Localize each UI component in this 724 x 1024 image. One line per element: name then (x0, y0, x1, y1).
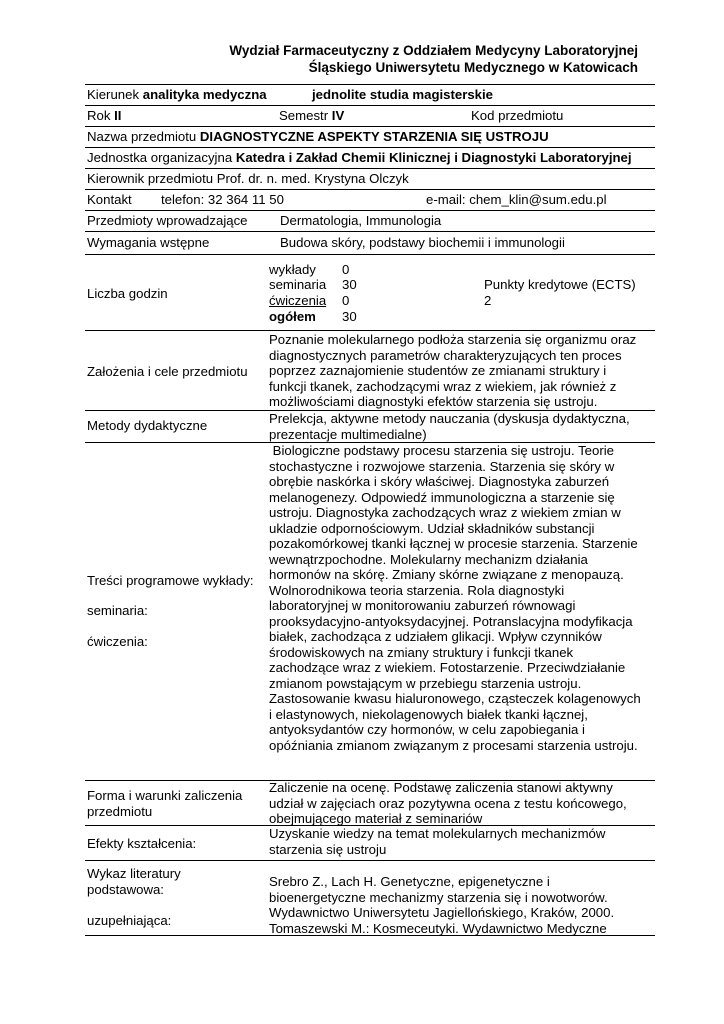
rule (85, 254, 655, 255)
wymagania-label: Wymagania wstępne (87, 235, 210, 250)
rule (85, 231, 655, 232)
tresci-seminaria-label: seminaria: (87, 603, 148, 618)
literatura-uzup-label: uzupełniająca: (87, 913, 172, 928)
cwiczenia-value: 0 (342, 293, 350, 308)
rok-row (87, 108, 121, 124)
kod-przedmiotu-label: Kod przedmiotu (471, 108, 564, 123)
rule (85, 210, 655, 211)
nazwa-label: Nazwa przedmiotu (87, 129, 197, 144)
ects-value: 2 (484, 293, 492, 308)
ogolem-label: ogółem (269, 309, 316, 324)
email: e-mail: chem_klin@sum.edu.pl (426, 192, 607, 207)
literatura-label: Wykaz literatury podstawowa: (87, 866, 181, 897)
tresci-text: Biologiczne podstawy procesu starzenia się ustroju. Teorie stochastyczne i rozwojowe starzenia. Starzenia się skóry w obrębie naskórka i skóry właściwej. Diagnostyka zaburzeń melanogenezy. Odpowiedź immunologiczna a starzenie się ustroju. Diagnostyka zachodzących wraz z wiekiem zmian w ukladzie odpornościowym. Udział składników substancji pozakomórkowej tkanki łącznej w procesie starzenia. Starzenie wewnątrzpochodne. Molekularny mechanizm działania hormonów na skórę. Zmiany skórne związane z menopauzą. Wolnorodnikowa teoria starzenia. Rola diagnostyki laboratoryjnej w monitorowaniu zaburzeń równowagi prooksydacyjno-antyoksydacyjnej. Potranslacyjna modyfikacja białek, zachodząca z udziałem glikacji. Wpływ czynników środowiskowych na zmiany struktury i funkcji tkanek zachodzące wraz z wiekiem. Fotostarzenie. Przeciwdziałanie zmianom powstającym w przebiegu starzenia ustroju. Zastosowanie kwasu hialuronowego, cząsteczek kolagenowych i elastynowych, niekolagenowych białek tkanki łącznej, antyoksydantów czy hormonów, w celu zapobiegania i opóźniania zmianom związanym z procesami starzenia ustroju. (269, 443, 641, 753)
metody-label: Metody dydaktyczne (87, 418, 208, 433)
ogolem-value: 30 (342, 309, 357, 324)
rok-label: Rok (87, 108, 111, 123)
rule (85, 84, 655, 85)
kierunek-value: analityka medyczna (142, 87, 267, 102)
seminaria-value: 30 (342, 277, 357, 292)
semestr-value: IV (331, 108, 345, 123)
efekty-label: Efekty kształcenia: (87, 836, 197, 851)
university-name: Śląskiego Uniwersytetu Medycznego w Katowicach (308, 60, 638, 75)
telefon: telefon: 32 364 11 50 (161, 192, 284, 207)
tresci-wyklady-label: Treści programowe wykłady: (87, 573, 254, 588)
cwiczenia-label: ćwiczenia (269, 293, 327, 308)
ects-label: Punkty kredytowe (ECTS) (484, 277, 636, 292)
kierownik-text: Kierownik przedmiotu Prof. dr. n. med. Krystyna Olczyk (87, 171, 409, 186)
rule (85, 147, 655, 148)
kontakt-label: Kontakt (87, 192, 132, 207)
wyklady-label: wykłady (269, 262, 316, 277)
studia-type: jednolite studia magisterskie (312, 87, 494, 102)
rule (85, 105, 655, 106)
rule (85, 330, 655, 331)
nazwa-value: DIAGNOSTYCZNE ASPEKTY STARZENIA SIĘ USTROJU (199, 129, 549, 144)
jednostka-value: Katedra i Zakład Chemii Klinicznej i Diagnostyki Laboratoryjnej (235, 150, 632, 165)
zalozenia-text: Poznanie molekularnego podłoża starzenia się organizmu oraz diagnostycznych parametrów charakteryzujących ten proces poprzez zaznajomienie studentów ze zmianami struktury i funkcji tkanek, zachodzącymi wraz z wiekiem, jak również z możliwościami diagnostyki efektów starzenia się ustroju. (269, 332, 637, 409)
forma-text: Zaliczenie na ocenę. Podstawę zaliczenia stanowi aktywny udział w zajęciach oraz pozytywna ocena z testu końcowego, obejmującego materiał z seminariów (269, 780, 627, 826)
zalozenia-label: Założenia i cele przedmiotu (87, 364, 248, 379)
jednostka-row (87, 150, 632, 166)
wyklady-value: 0 (342, 262, 350, 277)
semestr-row (279, 108, 344, 124)
rule (85, 860, 655, 861)
rule (85, 189, 655, 190)
metody-text: Prelekcja, aktywne metody nauczania (dyskusja dydaktyczna, prezentacje multimedialne) (269, 411, 630, 442)
rule (85, 126, 655, 127)
efekty-text: Uzyskanie wiedzy na temat molekularnych mechanizmów starzenia się ustroju (269, 826, 606, 857)
jednostka-label: Jednostka organizacyjna (87, 150, 233, 165)
tresci-cwiczenia-label: ćwiczenia: (87, 634, 148, 649)
seminaria-label: seminaria (269, 277, 327, 292)
przedmioty-value: Dermatologia, Immunologia (280, 213, 442, 228)
wymagania-value: Budowa skóry, podstawy biochemii i immunologii (280, 235, 565, 250)
faculty-name: Wydział Farmaceutyczny z Oddziałem Medycyny Laboratoryjnej (229, 43, 638, 58)
liczba-godzin-label: Liczba godzin (87, 286, 168, 301)
rok-value: II (114, 108, 122, 123)
kierunek-row (87, 87, 267, 103)
forma-label: Forma i warunki zaliczenia przedmiotu (87, 788, 243, 819)
kierunek-label: Kierunek (87, 87, 140, 102)
nazwa-row (87, 129, 549, 145)
rule (85, 168, 655, 169)
przedmioty-label: Przedmioty wprowadzające (87, 213, 248, 228)
literatura-text: Srebro Z., Lach H. Genetyczne, epigenetyczne i bioenergetyczne mechanizmy starzenia się i nowotworów. Wydawnictwo Uniwersytetu Jagiellońskiego, Kraków, 2000. Tomaszewski M.: Kosmeceutyki. Wydawnictwo Medyczne (269, 874, 615, 936)
semestr-label: Semestr (279, 108, 329, 123)
